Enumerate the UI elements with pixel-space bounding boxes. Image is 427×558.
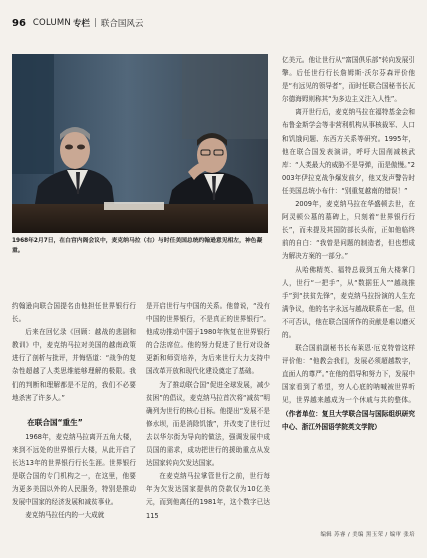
article-column-3 bbox=[282, 54, 415, 434]
photo-caption: 1968年2月7日，在白宫内阁会议中，麦克纳马拉（右）与时任美国总统约翰逊意见相左，神色凝重。 bbox=[12, 238, 263, 254]
paragraph: 为了推动联合国“促进全球发展，减少贫困”的倡议，麦克纳马拉首次将“减贫”明确列为世行的核心目标。他提出“发展不是修水坝，而是消除饥饿”，并改变了世行过去以华尔街为导向的做法，强调发展中成员国的需求，成功把世行的援助重点从发达国家转向欠发达国家。 bbox=[146, 380, 270, 468]
page-header bbox=[12, 14, 143, 32]
section-heading: 在联合国“重生” bbox=[27, 417, 83, 427]
paragraph: 后来在回忆录《回顾：越战的悲剧和教训》中，麦克纳马拉对美国的越南政策进行了剖析与批评，并悔悟道：“战争的复杂性超越了人类思维能够理解的极限。我们的判断和理解都是不足的，我们不必要地杀害了许多人。” bbox=[12, 328, 136, 402]
article-column-1 bbox=[12, 300, 136, 522]
paragraph: 从哈佛精英、福特总裁到五角大楼掌门人，世行“一把手”，从“数据狂人”“越战推手”到“扶贫先锋”，麦克纳马拉扮演的人生充满争议，他的名字永远与越战联系在一起，但不可否认，他在联合国所作的贡献是难以磨灭的。 bbox=[282, 265, 415, 339]
article-photo bbox=[12, 54, 268, 233]
paragraph: 麦克纳马拉任内的一大成就 bbox=[25, 511, 105, 520]
paragraph: 在麦克纳马拉掌管世行之前，世行每年为欠发达国家提供的贷款仅为10亿美元，而到他离任的1981年，这个数字已达115 bbox=[146, 472, 270, 520]
author-affiliation: （作者单位：复旦大学联合国与国际组织研究中心、浙江外国语学院英文学院） bbox=[282, 409, 415, 431]
paragraph: 离开世行后，麦克纳马拉在福特基金会和布鲁金斯学会等非营利机构从事核裁军、人口和饥饿问题、东西方关系等研究。1995年，他在联合国发表演讲，呼吁大国削减核武库：“人类最大的威胁不是导弹，而是傲慢。”2003年伊拉克战争爆发前夕，他又发声警告时任美国总统小布什：“别重复越南的错误！” bbox=[282, 108, 416, 195]
editor-credits: 编辑 苏睿 / 美编 黑玉荣 / 编审 张培 bbox=[320, 532, 415, 538]
column-label-en: COLUMN bbox=[32, 18, 71, 28]
header-separator: | bbox=[94, 18, 97, 28]
paragraph: 2009年，麦克纳马拉在华盛顿去世，在阿灵顿公墓的墓碑上，只刻着“世界银行行长”，而未提及其国防部长头衔，正如他临终前的自白：“我曾是问题的制造者，但也想成为解决方案的一部分。” bbox=[282, 200, 415, 261]
column-subtitle: 联合国风云 bbox=[100, 19, 144, 29]
cabinet-meeting-photo bbox=[12, 54, 268, 233]
column-label-zh: 专栏 bbox=[72, 19, 90, 29]
paragraph: 1968年，麦克纳马拉离开五角大楼，来到不远处的世界银行大楼，从此开启了长达13年的世界银行行长生涯。世界银行是联合国的专门机构之一，在这里，他要为更多美国以外的人民服务，特别是推动发展中国家的经济发展和减贫事业。 bbox=[12, 432, 136, 507]
paragraph bbox=[282, 342, 415, 434]
paragraph-text: 联合国前副秘书长布莱恩·厄克特曾这样评价他：“他教会我们，发展必须超越数字，直面人的尊严。”在他的倡导和努力下，发展中国家看到了希望，穷人心底的呐喊被世界听见，世界越来越成为一个休戚与共的整体。 bbox=[282, 344, 415, 405]
paragraph: 是开启世行与中国的关系。他曾说，“没有中国的世界银行，不是真正的世界银行”。他成功推动中国于1980年恢复在世界银行的合法席位。他的努力促进了世行对设备更新和师资培养，为后来世行大力支持中国改革开放和现代化建设奠定了基础。 bbox=[146, 302, 270, 376]
paragraph: 约翰逊向联合国提名由他担任世界银行行长。 bbox=[12, 302, 136, 324]
article-column-2 bbox=[146, 300, 270, 523]
page-number: 96 bbox=[12, 17, 26, 29]
paragraph: 亿美元。他让世行从“富国俱乐部”转向发展引擎。后任世行行长詹姆斯·沃尔芬森评价他是“有远见的领导者”，而时任联合国秘书长瓦尔德海姆则称其“为多边主义注入人性”。 bbox=[282, 56, 415, 104]
